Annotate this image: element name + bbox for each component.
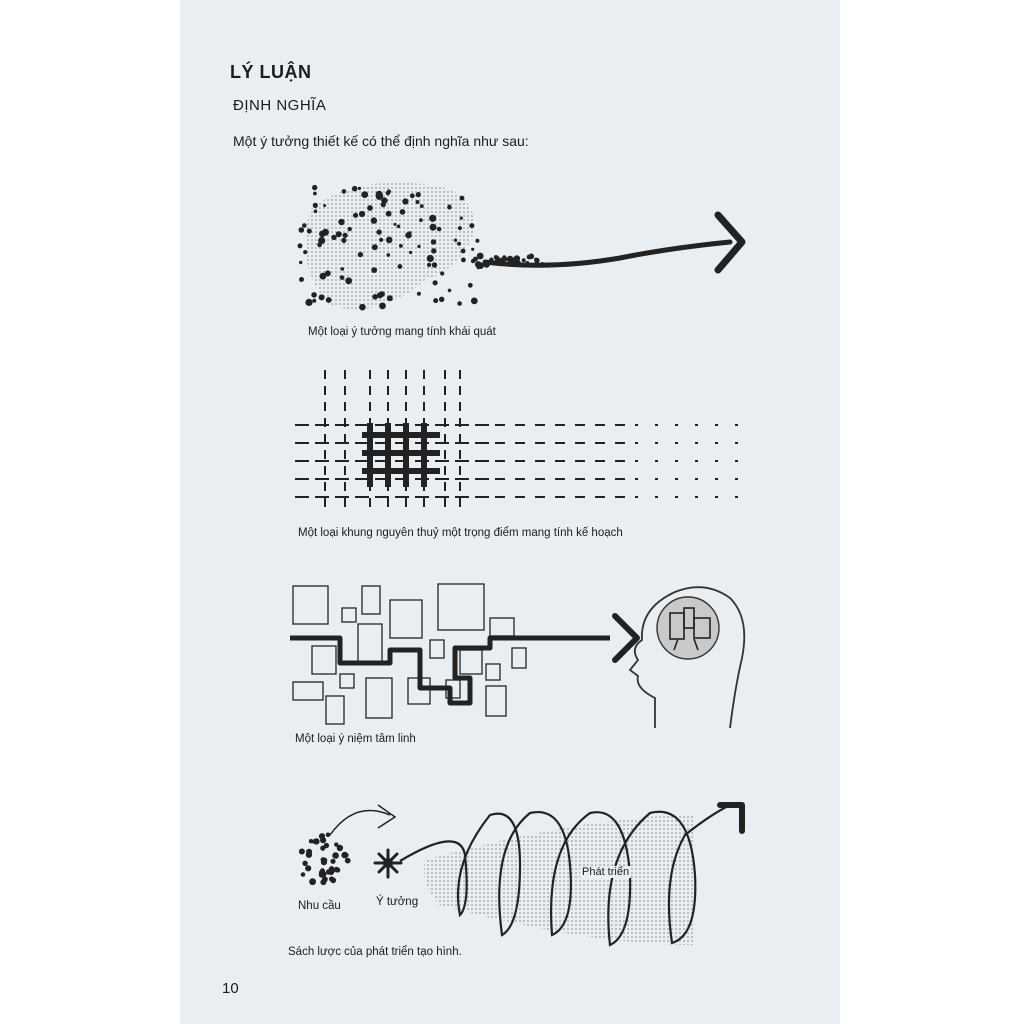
dot — [322, 229, 329, 236]
dot — [381, 202, 386, 207]
dot — [314, 210, 318, 214]
dot — [427, 255, 434, 262]
dot — [386, 211, 392, 217]
dot — [338, 219, 344, 225]
need-dot — [309, 878, 316, 885]
dot — [457, 242, 461, 246]
dot — [468, 283, 473, 288]
dot — [400, 209, 406, 215]
dot — [457, 301, 462, 306]
dot — [341, 238, 346, 243]
dense-grid-core — [362, 423, 440, 487]
dot — [345, 277, 352, 284]
dot — [399, 244, 403, 248]
dot — [416, 200, 420, 204]
dot — [477, 253, 484, 260]
dot — [376, 191, 383, 198]
need-dot — [312, 839, 317, 844]
need-dot — [320, 868, 325, 873]
need-dot — [306, 852, 312, 858]
need-dot — [301, 872, 306, 877]
dot — [419, 218, 423, 222]
dot — [358, 252, 363, 257]
need-dot — [334, 842, 338, 846]
need-label: Nhu cầu — [298, 900, 341, 912]
need-dot — [326, 869, 332, 875]
rectangles — [293, 584, 526, 724]
dot — [299, 227, 305, 233]
dot — [372, 294, 378, 300]
dot — [376, 229, 381, 234]
dot — [379, 303, 386, 310]
subsection-title: ĐỊNH NGHĨA — [233, 97, 327, 114]
dot — [431, 239, 436, 244]
need-dot — [319, 833, 325, 839]
maze-arrowhead — [615, 616, 637, 660]
dot — [352, 186, 358, 192]
dot — [312, 185, 317, 190]
need-dot — [344, 853, 349, 858]
dot — [317, 242, 322, 247]
dot — [471, 248, 474, 251]
dot — [398, 264, 403, 269]
dot — [427, 263, 431, 267]
dot — [340, 275, 344, 279]
dot — [303, 250, 307, 254]
dot — [320, 273, 327, 280]
dot — [341, 267, 345, 271]
arrow-line — [485, 242, 730, 265]
figure-plan-grid — [290, 365, 760, 515]
growth-cone — [424, 815, 695, 945]
dot — [460, 196, 465, 201]
dot — [417, 292, 421, 296]
dot — [437, 227, 442, 232]
dot — [361, 191, 368, 198]
dot — [417, 245, 420, 248]
dot — [323, 204, 326, 207]
dot — [353, 213, 358, 218]
dot — [319, 294, 325, 300]
page-number: 10 — [222, 980, 239, 997]
dot — [402, 198, 408, 204]
dot — [458, 226, 462, 230]
dot — [313, 203, 318, 208]
need-dot — [321, 857, 326, 862]
dot — [410, 193, 415, 198]
need-dot — [326, 833, 331, 838]
dot — [307, 229, 312, 234]
dot — [433, 298, 438, 303]
dot — [433, 280, 438, 285]
dot — [475, 239, 479, 243]
dot — [386, 191, 391, 196]
dot — [331, 235, 336, 240]
dot — [299, 277, 304, 282]
need-dot — [302, 861, 307, 866]
dot — [305, 299, 312, 306]
need-dot — [329, 876, 334, 881]
dot — [529, 254, 534, 259]
dot — [311, 292, 317, 298]
development-label: Phát triển — [582, 866, 630, 878]
dot — [343, 233, 348, 238]
figure-development-strategy — [290, 795, 760, 955]
dot — [386, 237, 393, 244]
dot — [447, 205, 452, 210]
dot — [420, 204, 424, 208]
dot — [358, 187, 361, 190]
dot — [432, 262, 437, 267]
intro-text: Một ý tưởng thiết kế có thể định nghĩa như sau: — [233, 133, 529, 149]
dot — [430, 224, 437, 231]
dot — [387, 253, 391, 257]
dot — [313, 192, 317, 196]
figure-4-caption: Sách lược của phát triển tạo hình. — [288, 946, 462, 958]
dot — [471, 298, 478, 305]
section-title: LÝ LUẬN — [230, 62, 312, 82]
dot — [461, 258, 466, 263]
idea-label: Ý tưởng — [376, 896, 419, 908]
dot — [416, 192, 421, 197]
dot — [439, 297, 444, 302]
curved-arrow — [330, 811, 390, 836]
dashed-grid — [295, 370, 738, 507]
dot — [461, 249, 466, 254]
need-dot — [335, 868, 339, 872]
figure-3-caption: Một loại ý niệm tâm linh — [295, 733, 416, 745]
dot — [372, 244, 378, 250]
dot — [440, 271, 444, 275]
dot — [379, 238, 383, 242]
dot — [394, 223, 397, 226]
need-dot — [299, 849, 305, 855]
dot — [409, 251, 412, 254]
dot — [429, 215, 436, 222]
dot — [371, 217, 377, 223]
need-dot — [330, 859, 335, 864]
dot — [302, 223, 307, 228]
figure-spiritual-idea — [290, 578, 760, 738]
dot — [522, 258, 526, 262]
dot — [454, 239, 457, 242]
need-dot — [305, 865, 311, 871]
dot — [367, 205, 373, 211]
dot — [448, 289, 452, 293]
maze-path — [290, 638, 610, 703]
curved-arrowhead — [378, 805, 395, 828]
figure-2-caption: Một loại khung nguyên thuỷ một trọng điểm mang tính kế hoạch — [298, 527, 623, 539]
need-dot — [332, 852, 339, 859]
dot — [359, 211, 365, 217]
figure-1-caption: Một loại ý tưởng mang tính khái quát — [308, 326, 496, 338]
need-dot-cluster — [299, 833, 351, 886]
dot — [408, 231, 411, 234]
dot — [312, 299, 316, 303]
figure-general-idea — [290, 170, 760, 320]
need-dot — [345, 858, 351, 864]
dot — [342, 189, 347, 194]
dot — [359, 304, 366, 311]
dot — [397, 225, 401, 229]
dot — [299, 261, 302, 264]
dot — [326, 297, 332, 303]
need-dot — [320, 846, 325, 851]
dot — [348, 227, 352, 231]
dot — [460, 217, 463, 220]
dot — [339, 232, 342, 235]
dot — [298, 243, 303, 248]
dot — [431, 248, 436, 253]
dot — [469, 223, 474, 228]
dot — [387, 295, 393, 301]
dot — [371, 267, 377, 273]
